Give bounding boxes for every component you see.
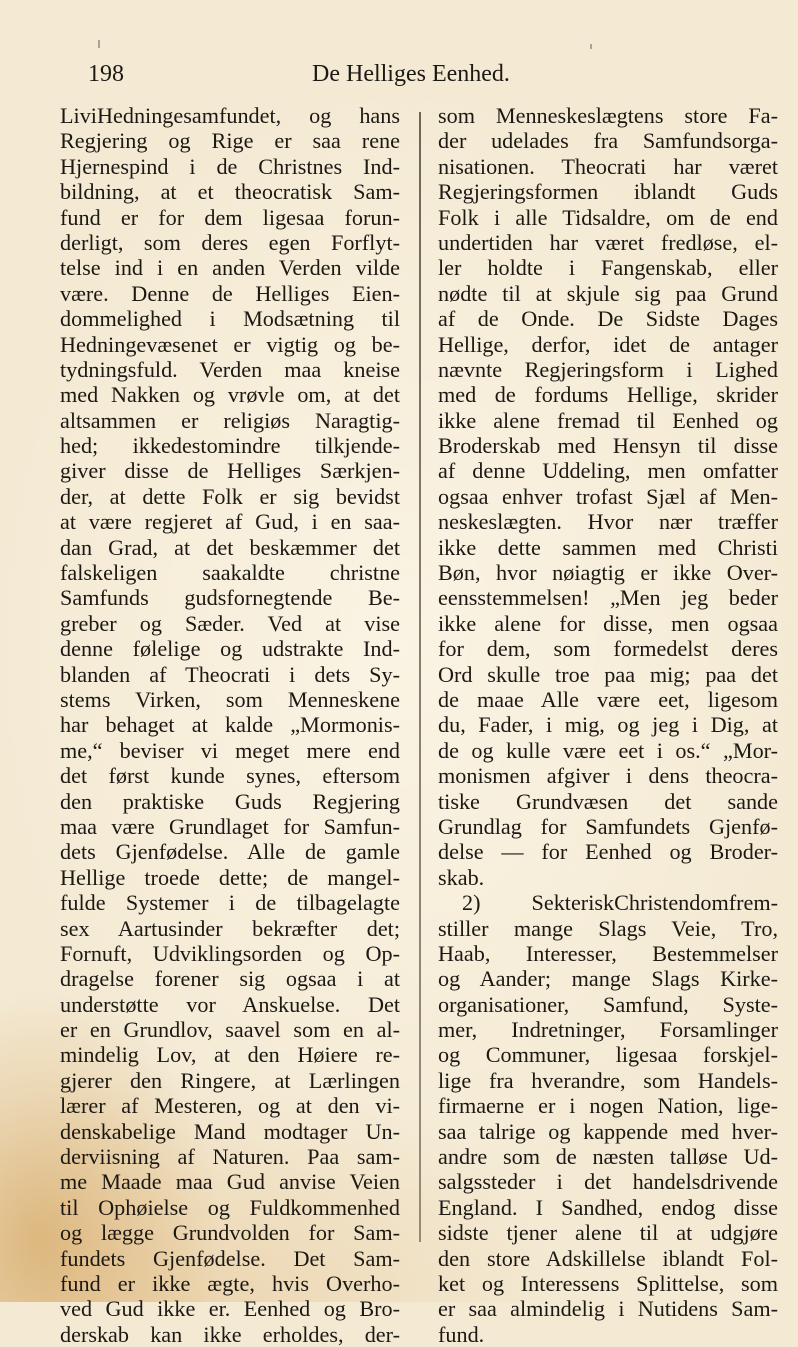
text-line: Haab, Interesser, Bestemmelser [438, 940, 778, 966]
text-line: ikke dette sammen med Christi [438, 534, 778, 560]
text-line: tydningsfuld. Verden maa kneise [60, 356, 400, 382]
text-line: Hellige, derfor, idet de antager [438, 331, 778, 357]
text-line: undertiden har været fredløse, el- [438, 229, 778, 255]
text-line: tiske Grundvæsen det sande [438, 788, 778, 814]
text-line: Ord skulle troe paa mig; paa det [438, 661, 778, 687]
text-line: fund er ikke ægte, hvis Overho- [60, 1270, 400, 1296]
text-line: giver disse de Helliges Særkjen- [60, 458, 400, 484]
text-line: blanden af Theocrati i dets Sy- [60, 661, 400, 687]
text-line: neskeslægten. Hvor nær træffer [438, 509, 778, 535]
text-line: derligt, som deres egen Forflyt- [60, 229, 400, 255]
text-line: denne følelige og udstrakte Ind- [60, 636, 400, 662]
text-line: Grundlag for Samfundets Gjenfø- [438, 813, 778, 839]
text-line: er en Grundlov, saavel som en al- [60, 1017, 400, 1043]
text-line: maa være Grundlaget for Samfun- [60, 813, 400, 839]
text-line: og Aander; mange Slags Kirke- [438, 966, 778, 992]
right-text-column [438, 103, 778, 1347]
text-line: 2) SekteriskChristendomfrem- [462, 890, 778, 916]
text-line: sex Aartusinder bekræfter det; [60, 915, 400, 941]
column-divider [419, 112, 421, 1242]
text-line: LiviHedningesamfundet, og hans [60, 103, 400, 128]
text-line: som Menneskeslægtens store Fa- [438, 103, 778, 128]
text-line: lige fra hverandre, som Handels- [438, 1067, 778, 1093]
text-line: stiller mange Slags Veie, Tro, [438, 915, 778, 941]
text-line: er saa almindelig i Nutidens Sam- [438, 1296, 778, 1322]
text-line: eensstemmelsen! „Men jeg beder [438, 585, 778, 611]
text-line: og Communer, ligesaa forskjel- [438, 1042, 778, 1068]
running-header [88, 58, 728, 90]
text-line: Samfunds gudsfornegtende Be- [60, 585, 400, 611]
paper-speck [98, 40, 100, 48]
text-line: fund. [438, 1321, 485, 1347]
text-line: ikke alene for disse, men ogsaa [438, 610, 778, 636]
text-line: fundets Gjenfødelse. Det Sam- [60, 1245, 400, 1271]
text-line: me,“ beviser vi meget mere end [60, 737, 400, 763]
text-line: dommelighed i Modsætning til [60, 306, 400, 332]
page-number: 198 [88, 61, 124, 87]
text-line: monismen afgiver i dens theocra- [438, 763, 778, 789]
text-line: nisationen. Theocrati har været [438, 153, 778, 179]
text-line: dets Gjenfødelse. Alle de gamle [60, 839, 400, 865]
text-line: falskeligen saakaldte christne [60, 560, 400, 586]
text-line: den store Adskillelse iblandt Fol- [438, 1245, 778, 1271]
text-line: af de Onde. De Sidste Dages [438, 306, 778, 332]
text-line: af denne Uddeling, men omfatter [438, 458, 778, 484]
text-line: derviisning af Naturen. Paa sam- [60, 1144, 400, 1170]
text-line: Regjeringsformen iblandt Guds [438, 179, 778, 205]
running-title: De Helliges Eenhed. [312, 61, 510, 87]
text-line: de og kulle være eet i os.“ „Mor- [438, 737, 778, 763]
text-line: Folk i alle Tidsaldre, om de end [438, 204, 778, 230]
text-line: ler holdte i Fangenskab, eller [438, 255, 778, 281]
text-line: organisationer, Samfund, Syste- [438, 991, 778, 1017]
text-line: salgssteder i det handelsdrivende [438, 1169, 778, 1195]
text-line: andre som de næsten talløse Ud- [438, 1144, 778, 1170]
text-line: fulde Systemer i de tilbagelagte [60, 890, 400, 916]
text-line: for dem, som formedelst deres [438, 636, 778, 662]
text-line: være. Denne de Helliges Eien- [60, 280, 400, 306]
text-line: Hjernespind i de Christnes Ind- [60, 153, 400, 179]
text-line: ikke alene fremad til Eenhed og [438, 407, 778, 433]
paper-speck [590, 44, 592, 49]
text-line: nævnte Regjeringsform i Lighed [438, 356, 778, 382]
text-line: har behaget at kalde „Mormonis- [60, 712, 400, 738]
text-line: ved Gud ikke er. Eenhed og Bro- [60, 1296, 400, 1322]
text-line: der, at dette Folk er sig bevidst [60, 483, 400, 509]
text-line: telse ind i en anden Verden vilde [60, 255, 400, 281]
text-line: me Maade maa Gud anvise Veien [60, 1169, 400, 1195]
text-line: derskab kan ikke erholdes, der- [60, 1321, 400, 1347]
text-line: Regjering og Rige er saa rene [60, 128, 400, 154]
text-line: der udelades fra Samfundsorga- [438, 128, 778, 154]
text-line: dragelse forener sig ogsaa i at [60, 966, 400, 992]
text-line: denskabelige Mand modtager Un- [60, 1118, 400, 1144]
text-line: mer, Indretninger, Forsamlinger [438, 1017, 778, 1043]
text-line: gjerer den Ringere, at Lærlingen [60, 1067, 400, 1093]
text-line: lærer af Mesteren, og at den vi- [60, 1093, 400, 1119]
text-line: understøtte vor Anskuelse. Det [60, 991, 400, 1017]
text-line: England. I Sandhed, endog disse [438, 1194, 778, 1220]
text-line: Broderskab med Hensyn til disse [438, 433, 778, 459]
text-line: de maae Alle være eet, ligesom [438, 686, 778, 712]
text-line: bildning, at et theocratisk Sam- [60, 179, 400, 205]
left-text-column [60, 103, 400, 1347]
text-line: skab. [438, 864, 485, 890]
text-line: mindelig Lov, at den Høiere re- [60, 1042, 400, 1068]
text-line: du, Fader, i mig, og jeg i Dig, at [438, 712, 778, 738]
text-line: greber og Sæder. Ved at vise [60, 610, 400, 636]
text-line: Hedningevæsenet er vigtig og be- [60, 331, 400, 357]
text-line: at være regjeret af Gud, i en saa- [60, 509, 400, 535]
text-line: med Nakken og vrøvle om, at det [60, 382, 400, 408]
text-line: nødte til at skjule sig paa Grund [438, 280, 778, 306]
text-line: den praktiske Guds Regjering [60, 788, 400, 814]
text-line: firmaerne er i nogen Nation, lige- [438, 1093, 778, 1119]
text-line: sidste tjener alene til at udgjøre [438, 1220, 778, 1246]
text-line: ket og Interessens Splittelse, som [438, 1270, 778, 1296]
text-line: saa talrige og kappende med hver- [438, 1118, 778, 1144]
text-line: til Ophøielse og Fuldkommenhed [60, 1194, 400, 1220]
text-line: det først kunde synes, eftersom [60, 763, 400, 789]
text-line: og lægge Grundvolden for Sam- [60, 1220, 400, 1246]
text-line: Bøn, hvor nøiagtig er ikke Over- [438, 560, 778, 586]
text-line: delse — for Eenhed og Broder- [438, 839, 778, 865]
text-line: Hellige troede dette; de mangel- [60, 864, 400, 890]
text-line: hed; ikkedestomindre tilkjende- [60, 433, 400, 459]
text-line: dan Grad, at det beskæmmer det [60, 534, 400, 560]
text-line: fund er for dem ligesaa forun- [60, 204, 400, 230]
text-line: altsammen er religiøs Naragtig- [60, 407, 400, 433]
text-line: ogsaa enhver trofast Sjæl af Men- [438, 483, 778, 509]
text-line: Fornuft, Udviklingsorden og Op- [60, 940, 400, 966]
text-line: med de fordums Hellige, skrider [438, 382, 778, 408]
text-line: stems Virken, som Menneskene [60, 686, 400, 712]
